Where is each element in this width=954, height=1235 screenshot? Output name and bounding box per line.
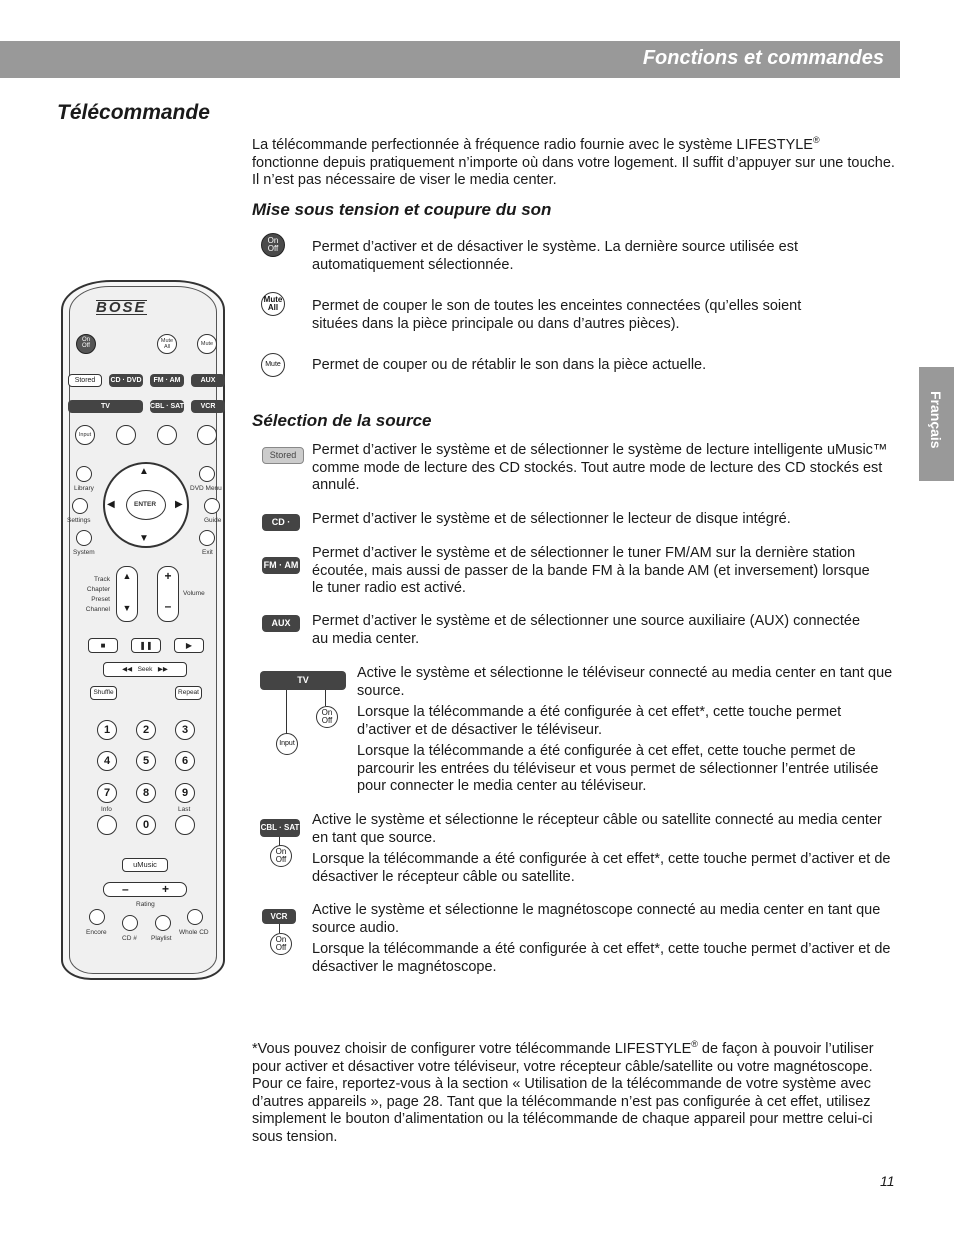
mute-icon: Mute (261, 353, 285, 377)
remote-enter-label: ENTER (134, 501, 157, 508)
vcr-desc-1: Active le système et sélectionne le magnétoscope connecté au media center en tant que source audio. (312, 902, 881, 936)
remote-encore-button (89, 909, 105, 925)
remote-track-rocker: ▲ ▼ (116, 566, 138, 622)
remote-cd-dvd-button: CD · DVD (109, 374, 143, 387)
remote-digit-7: 7 (97, 783, 117, 803)
remote-whole-cd-button (187, 909, 203, 925)
footnote: *Vous pouvez choisir de configurer votre télécommande LIFESTYLE® de façon à pouvoir l’utiliser pour activer et désactiver votre téléviseur, votre récepteur câble/satellite ou votre magnétoscope. Pour ce faire, reportez-vous à la section « Utilisation de la télécommande de votre système avec d’autres appareils », page 28. Tant que la télécommande n’est pas configurée à cet effet, utilisez simplement le bouton d’alimentation ou la télécommande de chaque appareil pour mettre celui-ci sous tension. (252, 1039, 874, 1145)
remote-shuffle-button: Shuffle (90, 686, 117, 700)
mute-all-icon: Mute All (261, 292, 285, 316)
header-title: Fonctions et commandes (642, 47, 884, 69)
tv-on-off-icon: On Off (316, 706, 338, 728)
stored-icon: Stored (262, 447, 304, 464)
nav-left-arrow-icon: ◀ (107, 499, 115, 510)
remote-playlist-label: Playlist (151, 935, 172, 942)
remote-stop-button: ■ (88, 638, 118, 653)
remote-system-label: System (73, 549, 95, 556)
tv-desc-1: Active le système et sélectionne le téléviseur connecté au media center en tant que source. (357, 665, 893, 699)
tv-desc-3: Lorsque la télécommande a été configurée à cet effet, cette touche permet de parcourir les entrées du téléviseur et vous permet de sélectionner l’entrée utilisée pour connecter le media center au téléviseur. (357, 743, 879, 794)
remote-last-button (175, 815, 195, 835)
source-desc-aux: Permet d’activer le système et de sélectionner une source auxiliaire (AUX) connectée au media center. (312, 613, 861, 647)
header-bar (0, 41, 900, 78)
cbl-desc-2: Lorsque la télécommande a été configurée à cet effet*, cette touche permet d’activer et de désactiver le récepteur câble ou satellite. (312, 851, 891, 885)
remote-library-button (76, 466, 92, 482)
remote-rating-rocker: – + (103, 882, 187, 897)
on-off-icon: On Off (261, 233, 285, 257)
remote-menu-button (199, 466, 215, 482)
source-desc-cd-dvd: Permet d’activer le système et de sélectionner le lecteur de disque intégré. (312, 511, 791, 527)
section-heading-source: Sélection de la source (252, 411, 432, 430)
remote-volume-label: Volume (183, 590, 205, 597)
remote-info-label: Info (101, 806, 112, 813)
remote-cd-number-label: CD # (122, 935, 137, 942)
language-tab (919, 367, 954, 481)
remote-stored-button: Stored (68, 374, 102, 387)
intro-paragraph (252, 137, 900, 190)
remote-system-button (76, 530, 92, 546)
cbl-desc-1: Active le système et sélectionne le récepteur câble ou satellite connecté au media center en tant que source. (312, 812, 882, 846)
remote-repeat-button: Repeat (175, 686, 202, 700)
tv-icon: TV (260, 671, 346, 690)
remote-input-label: Input (78, 432, 92, 438)
remote-channel-label: Channel (85, 606, 110, 613)
cbl-sat-icon: CBL · SAT (260, 819, 300, 837)
registered-mark: ® (812, 135, 820, 146)
remote-whole-cd-label: Whole CD (179, 929, 209, 936)
remote-digit-0: 0 (136, 815, 156, 835)
remote-last-label: Last (178, 806, 191, 813)
remote-digit-3: 3 (175, 720, 195, 740)
remote-fm-am-button: FM · AM (150, 374, 184, 387)
remote-power-label: On Off (81, 337, 90, 349)
remote-preset-label: Preset (91, 596, 110, 603)
remote-volume-rocker: + – (157, 566, 179, 622)
remote-digit-6: 6 (175, 751, 195, 771)
remote-exit-button (199, 530, 215, 546)
nav-down-arrow-icon: ▼ (139, 533, 149, 544)
remote-track-label: Track (93, 576, 110, 583)
vcr-onoff-connector (279, 924, 280, 933)
section-heading-power: Mise sous tension et coupure du son (252, 200, 552, 219)
nav-up-arrow-icon: ▲ (139, 466, 149, 477)
tv-onoff-connector (325, 690, 326, 706)
remote-vcr-power-button (197, 425, 217, 445)
remote-guide-label: Guide (204, 517, 222, 524)
remote-seek-button: ◀◀ Seek ▶▶ (103, 662, 187, 677)
remote-digit-8: 8 (136, 783, 156, 803)
page-number: 11 (880, 1173, 895, 1189)
remote-digit-5: 5 (136, 751, 156, 771)
remote-cbl-sat-button: CBL · SAT (150, 400, 184, 413)
remote-mute-label: Mute (200, 341, 214, 347)
remote-aux-button: AUX (191, 374, 225, 387)
remote-umusic-button: uMusic (122, 858, 168, 872)
remote-digit-1: 1 (97, 720, 117, 740)
remote-playlist-button (155, 915, 171, 931)
remote-settings-label: Settings (67, 517, 91, 524)
remote-pause-button: ❚❚ (131, 638, 161, 653)
fm-am-icon: FM · AM (262, 557, 300, 574)
remote-guide-button (204, 498, 220, 514)
remote-settings-button (72, 498, 88, 514)
vcr-desc-2: Lorsque la télécommande a été configurée à cet effet*, cette touche permet d’activer et de désactiver le magnétoscope. (312, 941, 891, 975)
remote-mute-all-label: Mute All (160, 338, 174, 350)
power-desc-3: Permet de couper ou de rétablir le son dans la pièce actuelle. (312, 357, 707, 373)
remote-rating-label: Rating (136, 901, 155, 908)
remote-info-button (97, 815, 117, 835)
tv-desc-2: Lorsque la télécommande a été configurée à cet effet*, cette touche permet d’activer et de désactiver le téléviseur. (357, 704, 842, 738)
intro-text: La télécommande perfectionnée à fréquence radio fournie avec le système LIFESTYLE (252, 137, 813, 153)
aux-icon: AUX (262, 615, 300, 632)
remote-play-button: ▶ (174, 638, 204, 653)
remote-exit-label: Exit (202, 549, 213, 556)
source-desc-fm-am: Permet d’activer le système et de sélectionner le tuner FM/AM sur la dernière station écoutée, mais aussi de passer de la bande FM à la bande AM (et inversement) lorsque le tuner radio est activé. (312, 545, 870, 596)
source-desc-stored: Permet d’activer le système et de sélectionner le système de lecture intelligente uMusic™ comme mode de lecture des CD stockés. Tout autre mode de lecture des CD stockés est annulé. (312, 442, 888, 493)
remote-digit-4: 4 (97, 751, 117, 771)
cbl-on-off-icon: On Off (270, 845, 292, 867)
nav-right-arrow-icon: ▶ (175, 499, 183, 510)
remote-dvd-menu-label: DVD Menu (190, 485, 222, 492)
remote-chapter-label: Chapter (86, 586, 110, 593)
remote-library-label: Library (74, 485, 94, 492)
vcr-on-off-icon: On Off (270, 933, 292, 955)
page-title: Télécommande (57, 101, 210, 124)
remote-digit-9: 9 (175, 783, 195, 803)
tv-input-icon: Input (276, 733, 298, 755)
remote-cbl-power-button (157, 425, 177, 445)
tv-input-connector (286, 690, 287, 736)
remote-encore-label: Encore (86, 929, 107, 936)
language-tab-label: Français (928, 391, 944, 449)
remote-cd-number-button (122, 915, 138, 931)
cd-dvd-icon: CD · DVD (262, 514, 300, 531)
power-desc-2: Permet de couper le son de toutes les enceintes connectées (qu’elles soient situées dans la pièce principale ou dans d’autres pièces). (312, 298, 802, 332)
remote-tv-power-button (116, 425, 136, 445)
intro-text-rest: fonctionne depuis pratiquement n’importe où dans votre logement. Il suffit d’appuyer sur une touche. Il n’est pas nécessaire de viser le media center. (252, 154, 895, 188)
bose-logo: BOSE (96, 299, 147, 316)
remote-tv-button: TV (68, 400, 143, 413)
remote-digit-2: 2 (136, 720, 156, 740)
vcr-icon: VCR (262, 909, 296, 924)
remote-vcr-button: VCR (191, 400, 225, 413)
power-desc-1: Permet d’activer et de désactiver le système. La dernière source utilisée est automatiquement sélectionnée. (312, 239, 798, 273)
